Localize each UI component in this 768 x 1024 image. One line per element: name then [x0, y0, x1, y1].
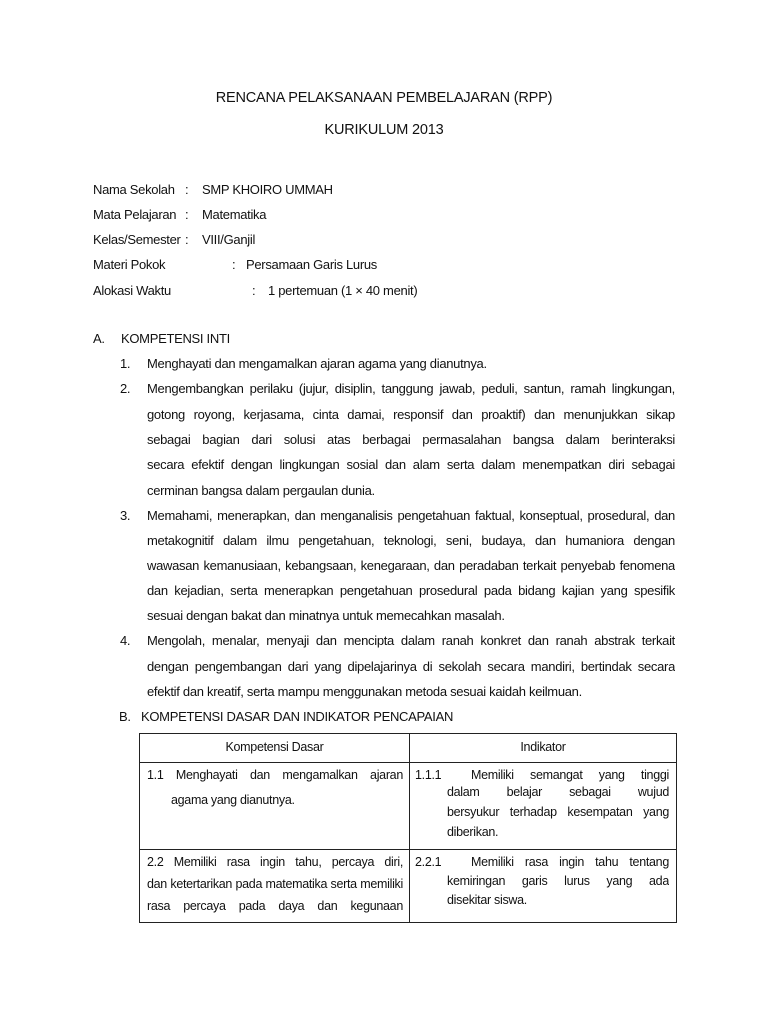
cell-text-line: disekitar siswa.	[447, 893, 527, 907]
core-competence-line: sesuai dengan bakat dan minatnya untuk memecahkan masalah.	[147, 608, 505, 623]
table-cell-basic-competence	[140, 850, 410, 923]
cell-text-line: 1.1 Menghayati dan mengamalkan ajaran	[147, 768, 403, 782]
cell-text-line: rasa percaya pada daya dan kegunaan	[147, 899, 403, 913]
cell-text-line: bersyukur terhadap kesempatan yang	[447, 805, 669, 819]
document-subtitle: KURIKULUM 2013	[324, 122, 444, 138]
indicator-number: 2.2.1	[415, 855, 442, 869]
table-row	[140, 763, 677, 850]
cell-text-line: kemiringan garis lurus yang ada	[447, 874, 669, 888]
cell-text-line: dan ketertarikan pada matematika serta memiliki	[147, 877, 403, 891]
document-title: RENCANA PELAKSANAAN PEMBELAJARAN (RPP)	[215, 90, 553, 106]
table-header-cell: Indikator	[410, 734, 677, 763]
cell-text-line: diberikan.	[447, 825, 499, 839]
cell-text-line: Memiliki rasa ingin tahu tentang	[471, 855, 669, 869]
core-competence-line: dan kejadian, serta menerapkan pengetahuan prosedural pada bidang kajian yang spesifik	[147, 583, 675, 598]
core-competence-line: Mengolah, menalar, menyaji dan mencipta dalam ranah konkret dan ranah abstrak terkait	[147, 633, 675, 648]
identity-value: Persamaan Garis Lurus	[246, 257, 377, 272]
identity-separator: :	[252, 283, 256, 298]
core-competence-number: 1.	[120, 356, 131, 371]
section-a-title: KOMPETENSI INTI	[121, 331, 230, 346]
identity-label: Alokasi Waktu	[93, 283, 171, 298]
table-cell-basic-competence	[140, 763, 410, 850]
indicator-number: 1.1.1	[415, 768, 442, 782]
identity-value: 1 pertemuan (1 × 40 menit)	[268, 283, 418, 298]
core-competence-line: Mengembangkan perilaku (jujur, disiplin, tanggung jawab, peduli, santun, ramah lingkungan,	[147, 381, 675, 396]
core-competence-line: gotong royong, kerjasama, cinta damai, responsif dan proaktif) dan menunjukkan sikap	[147, 407, 675, 422]
identity-separator: :	[185, 207, 189, 222]
identity-label: Kelas/Semester	[93, 232, 181, 247]
core-competence-number: 2.	[120, 381, 131, 396]
identity-value: VIII/Ganjil	[202, 232, 256, 247]
table-cell-indicator	[410, 850, 677, 923]
identity-separator: :	[185, 182, 189, 197]
core-competence-line: sebagai bagian dari solusi atas berbagai permasalahan bangsa dalam berinteraksi	[147, 432, 675, 447]
table-row	[140, 850, 677, 923]
core-competence-line: cerminan bangsa dalam pergaulan dunia.	[147, 483, 375, 498]
identity-separator: :	[185, 232, 189, 247]
identity-value: SMP KHOIRO UMMAH	[202, 182, 333, 197]
core-competence-line: secara efektif dengan lingkungan sosial dan alam serta dalam menempatkan diri sebagai	[147, 457, 675, 472]
core-competence-number: 4.	[120, 633, 131, 648]
core-competence-line: Memahami, menerapkan, dan menganalisis pengetahuan faktual, konseptual, prosedural, dan	[147, 508, 675, 523]
core-competence-number: 3.	[120, 508, 131, 523]
cell-text-line: 2.2 Memiliki rasa ingin tahu, percaya diri,	[147, 855, 403, 869]
cell-text-line: Memiliki semangat yang tinggi	[471, 768, 669, 782]
identity-value: Matematika	[202, 207, 267, 222]
identity-label: Materi Pokok	[93, 257, 166, 272]
core-competence-line: wawasan kemanusiaan, kebangsaan, kenegaraan, dan peradaban terkait penyebab fenomena	[147, 558, 675, 573]
table-header-cell: Kompetensi Dasar	[140, 734, 410, 763]
core-competence-line: metakognitif dalam ilmu pengetahuan, teknologi, seni, budaya, dan humaniora dengan	[147, 533, 675, 548]
core-competence-line: efektif dan kreatif, serta mampu menggunakan metoda sesuai kaidah keilmuan.	[147, 684, 582, 699]
competence-indicator-table	[139, 733, 677, 923]
cell-text-line: agama yang dianutnya.	[171, 793, 295, 807]
identity-separator: :	[232, 257, 236, 272]
identity-label: Nama Sekolah	[93, 182, 175, 197]
table-cell-indicator	[410, 763, 677, 850]
cell-text-line: dalam belajar sebagai wujud	[447, 785, 669, 799]
section-a-letter: A.	[93, 331, 105, 346]
identity-label: Mata Pelajaran	[93, 207, 177, 222]
section-b-title: KOMPETENSI DASAR DAN INDIKATOR PENCAPAIAN	[141, 709, 454, 724]
table-header-row	[140, 734, 677, 763]
section-b-letter: B.	[119, 709, 131, 724]
core-competence-line: dengan pengembangan dari yang dipelajarinya di sekolah secara mandiri, bertindak secara	[147, 659, 675, 674]
core-competence-line: Menghayati dan mengamalkan ajaran agama yang dianutnya.	[147, 356, 487, 371]
